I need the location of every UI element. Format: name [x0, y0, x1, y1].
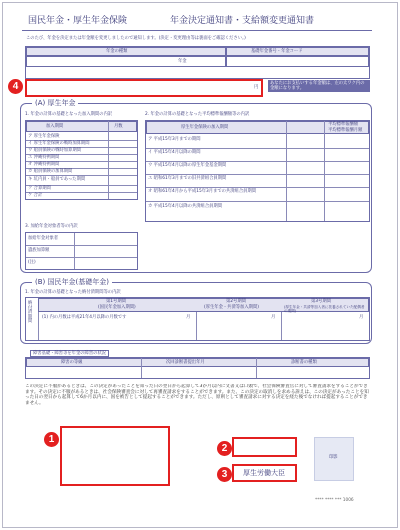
average-salary-head-2: 平均標準報酬月額	[328, 128, 363, 133]
col1-title: 第1号期間	[106, 299, 126, 304]
badge-1: 1	[44, 432, 59, 447]
enrollment-row: ク 合算期間	[28, 186, 51, 191]
col1-sub: (国民年金加入期間)	[98, 305, 136, 310]
row-line	[146, 174, 369, 175]
header-left-title: 国民年金・厚生年金保険	[28, 16, 128, 26]
date-highlight-box	[232, 437, 297, 457]
average-salary-table	[145, 120, 370, 222]
enrollment-row: ア 厚生年金保険	[28, 134, 60, 139]
row-note: (1) 内の月数は平成21年4月以降の月数です	[42, 315, 127, 320]
pension-type-cell	[26, 56, 226, 67]
section-a-sub3: 3. 加給年金対象者等の内訳	[25, 224, 78, 229]
section-b-title: (B) 国民年金(基礎年金)	[32, 277, 112, 287]
footer-code: **** **** *** 1006	[315, 498, 354, 503]
enrollment-row: ケ 合計	[28, 193, 43, 198]
header-divider	[22, 30, 372, 31]
vertical-label: 納付済期間	[28, 301, 33, 324]
section-a-title: (A) 厚生年金	[32, 98, 78, 108]
section-b-sub: 1. 年金の計算の基礎となった納付済期間等の内訳	[25, 290, 121, 295]
enrollment-head-months: 月数	[114, 124, 123, 129]
average-row: オ 昭和61年4月から平成15年3月までの共済組合員期間	[148, 189, 257, 194]
dependent-row: 加給年金対象者	[28, 236, 59, 241]
yen-label: 円	[254, 85, 259, 90]
enrollment-head-period: 加入期間	[46, 124, 64, 129]
disability-grade-table	[25, 357, 370, 379]
amount-side-note: あなたにお支払いする年金額は、左の太ワク内の金額になります。	[268, 80, 370, 92]
months-col1: 月	[186, 315, 191, 320]
badge-2: 2	[217, 441, 232, 456]
months-col3: 月	[359, 315, 364, 320]
average-row: ウ 平成15年4月以降の厚生年金基金期間	[148, 163, 227, 168]
row-line	[26, 257, 137, 258]
enrollment-period-table	[25, 120, 138, 200]
amount-highlight-box	[25, 79, 263, 97]
grade-col: 次回診断書提出年月	[166, 360, 205, 365]
appeal-notes: この決定に不服があるときは、この決定があったことを知った日の翌日から起算して3か月以内に文書又は口頭で、社会保険審査官に対して審査請求をすることができます。その決定に不服があるときは、社会保険審査会に対して再審査請求をすることができます。また、この決定の取消しを求める訴えは、この決定があったことを知った日の翌日から起算して6か月以内に、国を被告として提起することができます。ただし、原則として審査請求に対する決定を経た後でなければ提起することができません。	[25, 384, 369, 407]
grade-col: 障害の等級	[61, 360, 83, 365]
row-line	[146, 201, 369, 202]
enrollment-row: イ 厚生年金保険の戦時加算期間	[28, 141, 90, 146]
months-col2: 月	[271, 315, 276, 320]
section-a-sub1: 1. 年金の計算の基礎となった加入期間の内訳	[25, 112, 113, 117]
grade-divider-1	[141, 358, 142, 378]
row-line	[26, 175, 137, 176]
grade-divider-2	[256, 358, 257, 378]
badge-4: 4	[8, 79, 23, 94]
dependent-divider	[74, 233, 75, 269]
average-row: ア 平成15年3月までの期間	[148, 137, 201, 142]
enrollment-row: カ 船員保険の加算期間	[28, 169, 73, 174]
enrollment-row: ウ 船員保険の戦時加算期間	[28, 148, 81, 153]
minister-name: 厚生労働大臣	[243, 469, 285, 477]
grade-label: 障害基礎・障害等を年金の障害の状況	[30, 350, 109, 357]
contribution-table	[25, 297, 370, 341]
recipient-highlight-box	[60, 426, 170, 486]
row-line	[26, 192, 137, 193]
enrollment-row: エ 沖縄特例期間	[28, 155, 60, 160]
row-line	[26, 245, 137, 246]
section-a-sub2: 2. 年金の計算の基礎となった平均標準報酬額等の内訳	[145, 112, 250, 117]
average-divider-1	[286, 121, 287, 221]
pension-type-table	[25, 46, 370, 79]
col3-title: 第3号期間	[311, 299, 331, 304]
dependent-row: (注)	[28, 260, 36, 265]
average-salary-head-1: 平均標準報酬額	[328, 122, 359, 127]
average-divider-2	[324, 121, 325, 221]
enrollment-row: オ 沖縄特例期間	[28, 162, 60, 167]
row-line	[146, 187, 369, 188]
average-salary-head-period: 厚生年金保険の加入期間	[181, 125, 229, 130]
average-row: エ 昭和61年3月までの旧共済組合員期間	[148, 176, 227, 181]
enrollment-divider	[108, 121, 109, 199]
pension-code-cell	[226, 56, 369, 67]
row-line	[146, 161, 369, 162]
pension-type-label: 年金の種類	[106, 49, 128, 54]
nenkin-label: 年金	[178, 59, 187, 64]
grade-col: 診断書の種類	[291, 360, 317, 365]
dependent-row: 遺族加算額	[28, 248, 50, 253]
col2-title: 第2号期間	[226, 299, 246, 304]
header-intro: このたび、年金を決定または年金額を変更しましたので通知します。(決定・変更理由等は裏面をご確認ください。)	[26, 36, 246, 41]
row-line	[146, 148, 369, 149]
average-row: イ 平成15年4月以降の期間	[148, 150, 201, 155]
dependent-table	[25, 232, 138, 270]
col3-sub: (厚生年金・共済等加入者に扶養されていた配偶者の期間)	[284, 305, 365, 314]
header-right-title: 年金決定通知書・支給額変更通知書	[170, 16, 315, 26]
badge-3: 3	[217, 467, 232, 482]
average-row: カ 平成15年4月以降の共済組合員期間	[148, 204, 223, 209]
seal-label: 印影	[329, 455, 338, 460]
col2-sub: (厚生年金・共済等加入期間)	[204, 305, 259, 310]
pension-code-label: 基礎年金番号・年金コード	[251, 49, 303, 54]
enrollment-row: キ 坑内員・船員であった期間	[28, 177, 86, 182]
